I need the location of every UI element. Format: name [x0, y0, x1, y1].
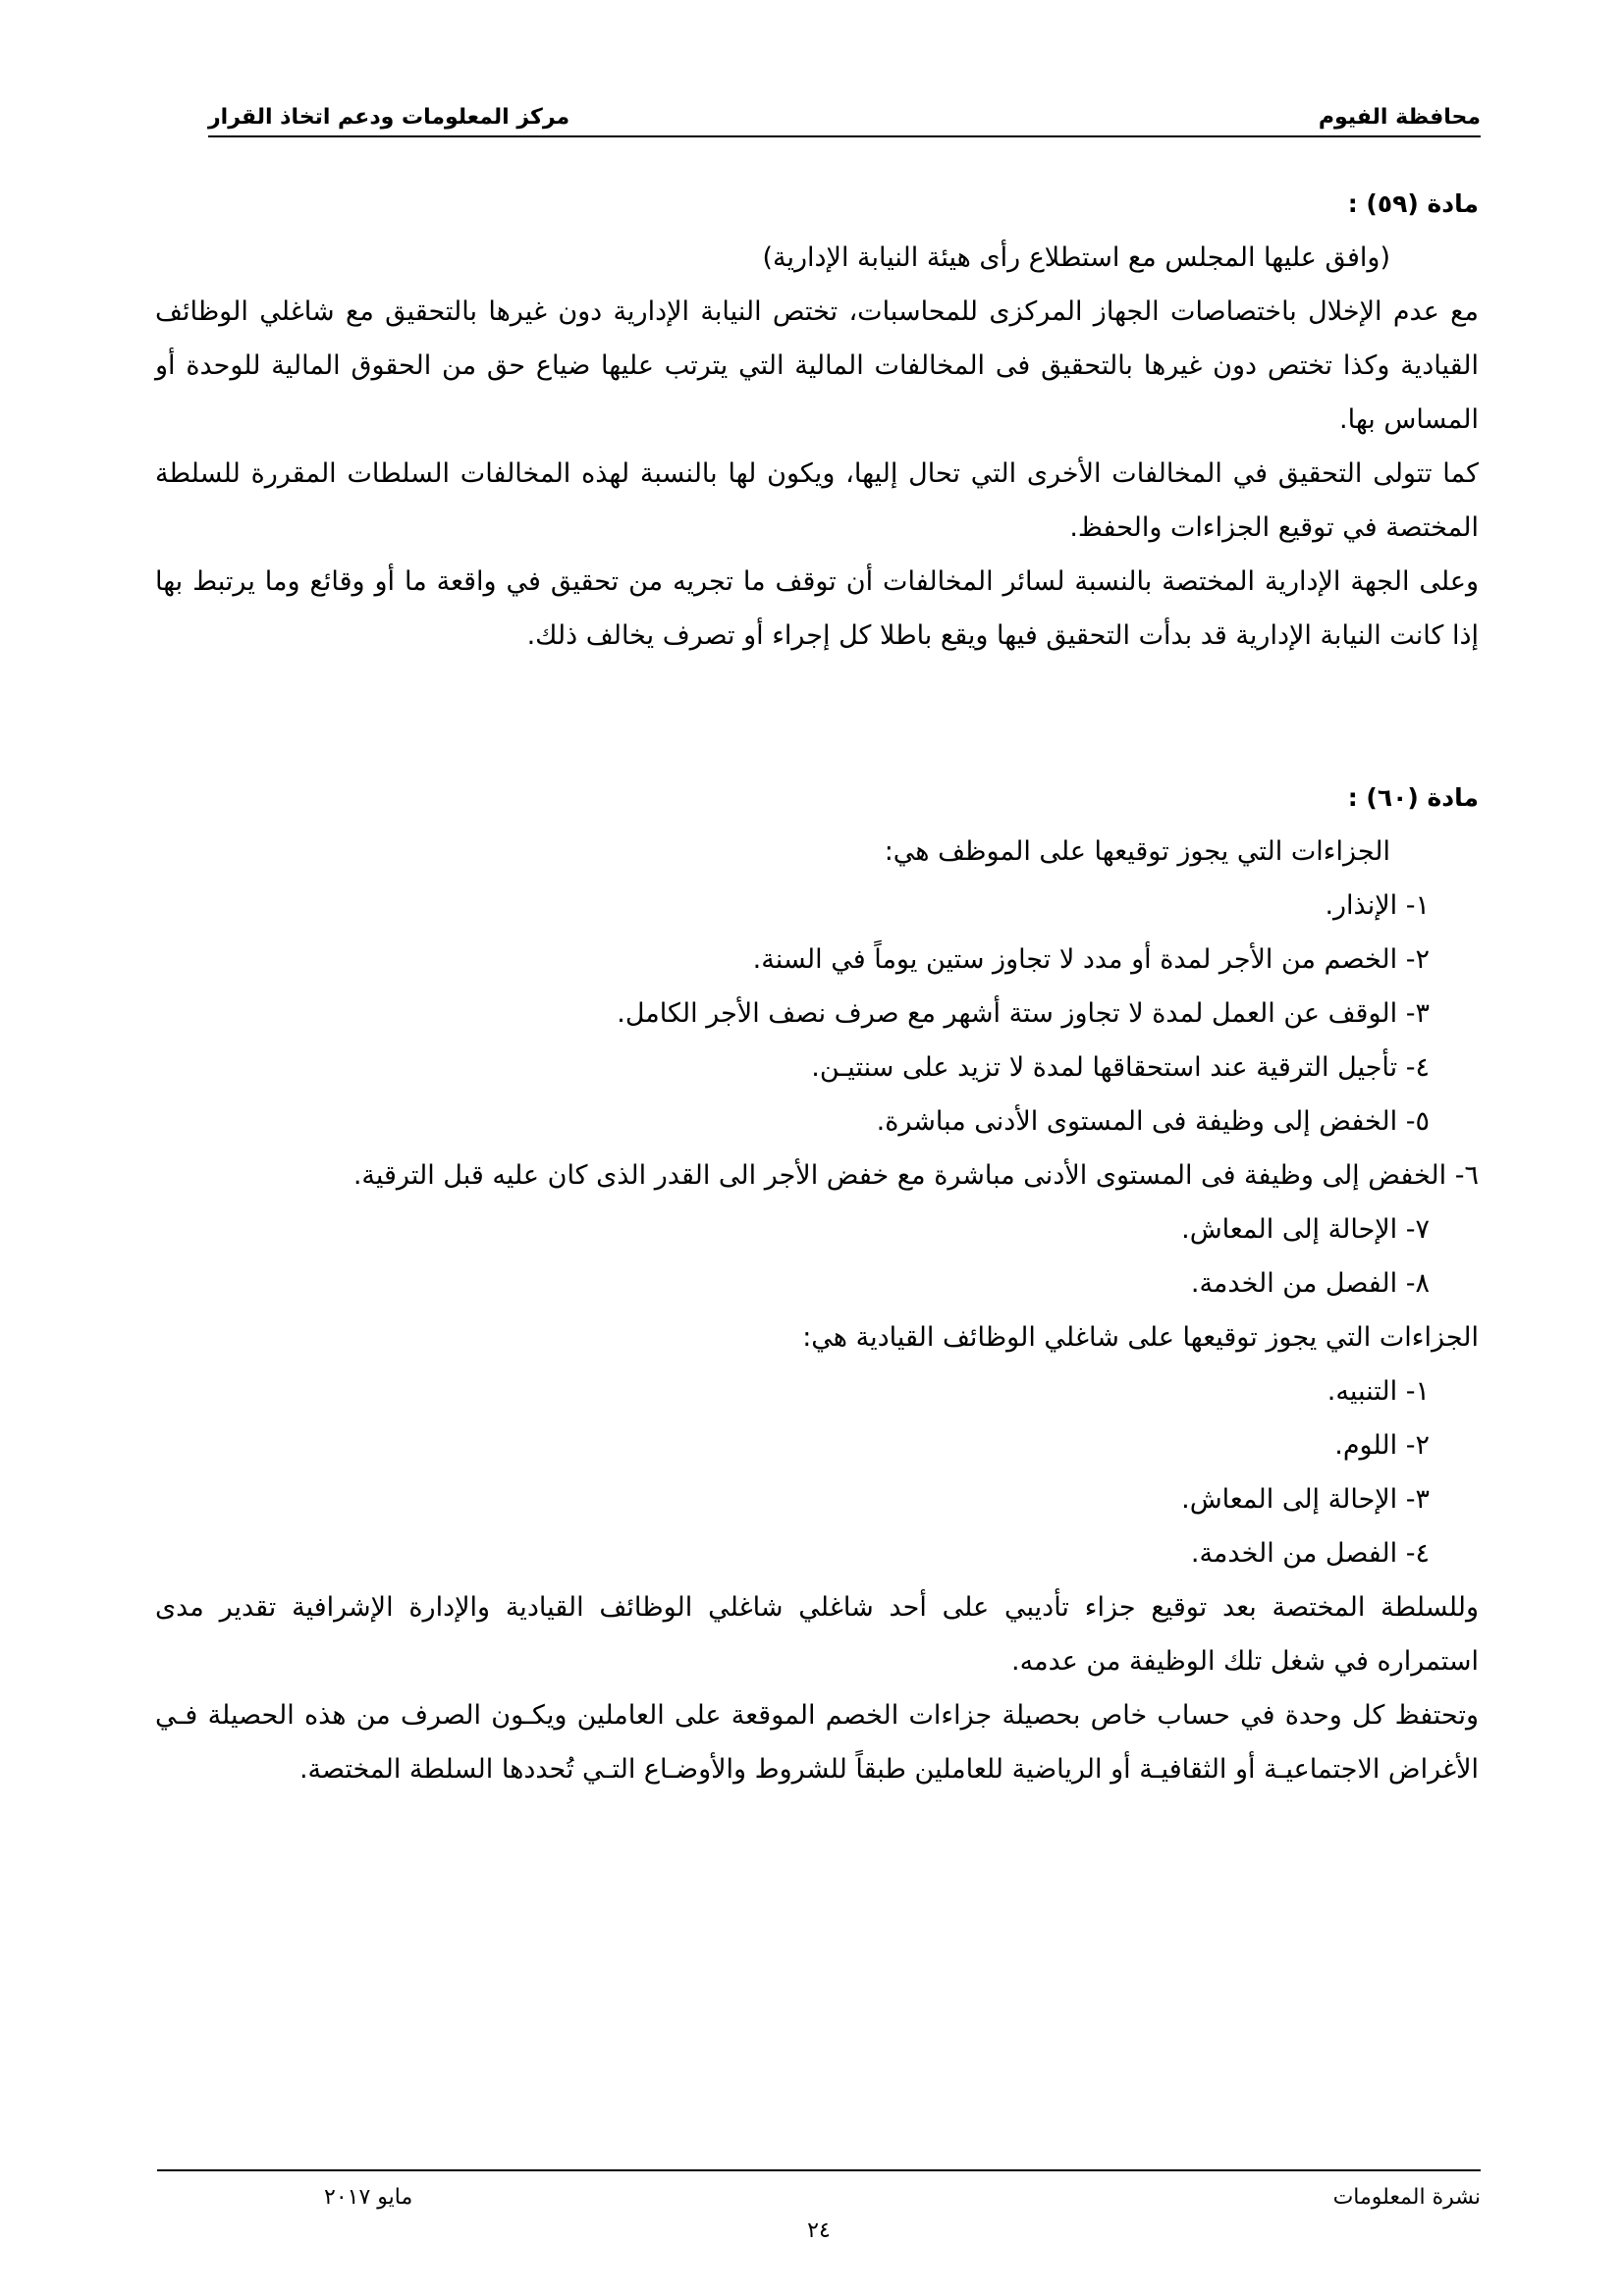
list-item: ٢- اللوم. — [1334, 1430, 1430, 1461]
list-item: ٤- الفصل من الخدمة. — [1190, 1538, 1430, 1569]
section-spacer — [155, 663, 1479, 771]
list-item: ١- التنبيه. — [1326, 1376, 1430, 1407]
footer-date: مايو ٢٠١٧ — [324, 2185, 413, 2210]
footer-publication: نشرة المعلومات — [1332, 2185, 1481, 2210]
document-body — [155, 177, 1479, 1796]
list-item: ٣- الوقف عن العمل لمدة لا تجاوز ستة أشهر مع صرف نصف الأجر الكامل. — [617, 998, 1430, 1029]
list-item: ٣- الإحالة إلى المعاش. — [1181, 1484, 1430, 1515]
list-item: ٥- الخفض إلى وظيفة فى المستوى الأدنى مباشرة. — [876, 1106, 1430, 1137]
page-header — [208, 94, 1481, 137]
penalties-employee-list — [155, 879, 1479, 1310]
list-item: ١- الإنذار. — [1325, 890, 1430, 921]
list-item: ٦- الخفض إلى وظيفة فى المستوى الأدنى مباشرة مع خفض الأجر الى القدر الذى كان عليه قبل الترقية. — [352, 1160, 1479, 1191]
list-item: ٨- الفصل من الخدمة. — [1190, 1268, 1430, 1299]
penalties-leadership-list — [155, 1364, 1479, 1580]
article-59-paragraph: وعلى الجهة الإدارية المختصة بالنسبة لسائر المخالفات أن توقف ما تجريه من تحقيق في واقعة ما أو وقائع وما يرتبط بها إذا كانت النيابة الإدارية قد بدأت التحقيق فيها ويقع باطلا كل إجراء أو تصرف يخالف ذلك. — [155, 566, 1479, 651]
page-footer — [157, 2169, 1481, 2243]
article-59-paragraph: مع عدم الإخلال باختصاصات الجهاز المركزى للمحاسبات، تختص النيابة الإدارية دون غيرها بالتحقيق مع شاغلي الوظائف القيادية وكذا تختص دون غيرها بالتحقيق فى المخالفات المالية التي يترتب عليها ضياع حق من الحقوق المالية للوحدة أو المساس بها. — [155, 296, 1479, 435]
article-59-note: (وافق عليها المجلس مع استطلاع رأى هيئة النيابة الإدارية) — [762, 242, 1390, 273]
article-59-title: مادة (٥٩) : — [1347, 189, 1479, 218]
article-59-paragraph: كما تتولى التحقيق في المخالفات الأخرى التي تحال إليها، ويكون لها بالنسبة لهذه المخالفات السلطات المقررة للسلطة المختصة في توقيع الجزاءات والحفظ. — [155, 458, 1479, 543]
list-item: ٤- تأجيل الترقية عند استحقاقها لمدة لا تزيد على سنتيـن. — [811, 1052, 1430, 1083]
article-60-title: مادة (٦٠) : — [1347, 783, 1479, 812]
article-60-paragraph: وللسلطة المختصة بعد توقيع جزاء تأديبي على أحد شاغلي شاغلي الوظائف القيادية والإدارة الإشرافية تقدير مدى استمراره في شغل تلك الوظيفة من عدمه. — [155, 1592, 1479, 1677]
article-60-paragraph: وتحتفظ كل وحدة في حساب خاص بحصيلة جزاءات الخصم الموقعة على العاملين ويكـون الصرف من هذه الحصيلة فـي الأغراض الاجتماعيـة أو الثقافيـة أو الرياضية للعاملين طبقاً للشروط والأوضـاع التـي تُحددها السلطة المختصة. — [155, 1700, 1479, 1785]
header-governorate: محافظة الفيوم — [1318, 105, 1481, 130]
article-60-intro: الجزاءات التي يجوز توقيعها على شاغلي الوظائف القيادية هي: — [802, 1322, 1479, 1353]
list-item: ٢- الخصم من الأجر لمدة أو مدد لا تجاوز ستين يوماً في السنة. — [752, 944, 1430, 975]
page-number: ٢٤ — [807, 2218, 831, 2243]
header-center-name: مركز المعلومات ودعم اتخاذ القرار — [208, 105, 570, 130]
article-60-intro: الجزاءات التي يجوز توقيعها على الموظف هي: — [884, 836, 1390, 867]
list-item: ٧- الإحالة إلى المعاش. — [1181, 1214, 1430, 1245]
